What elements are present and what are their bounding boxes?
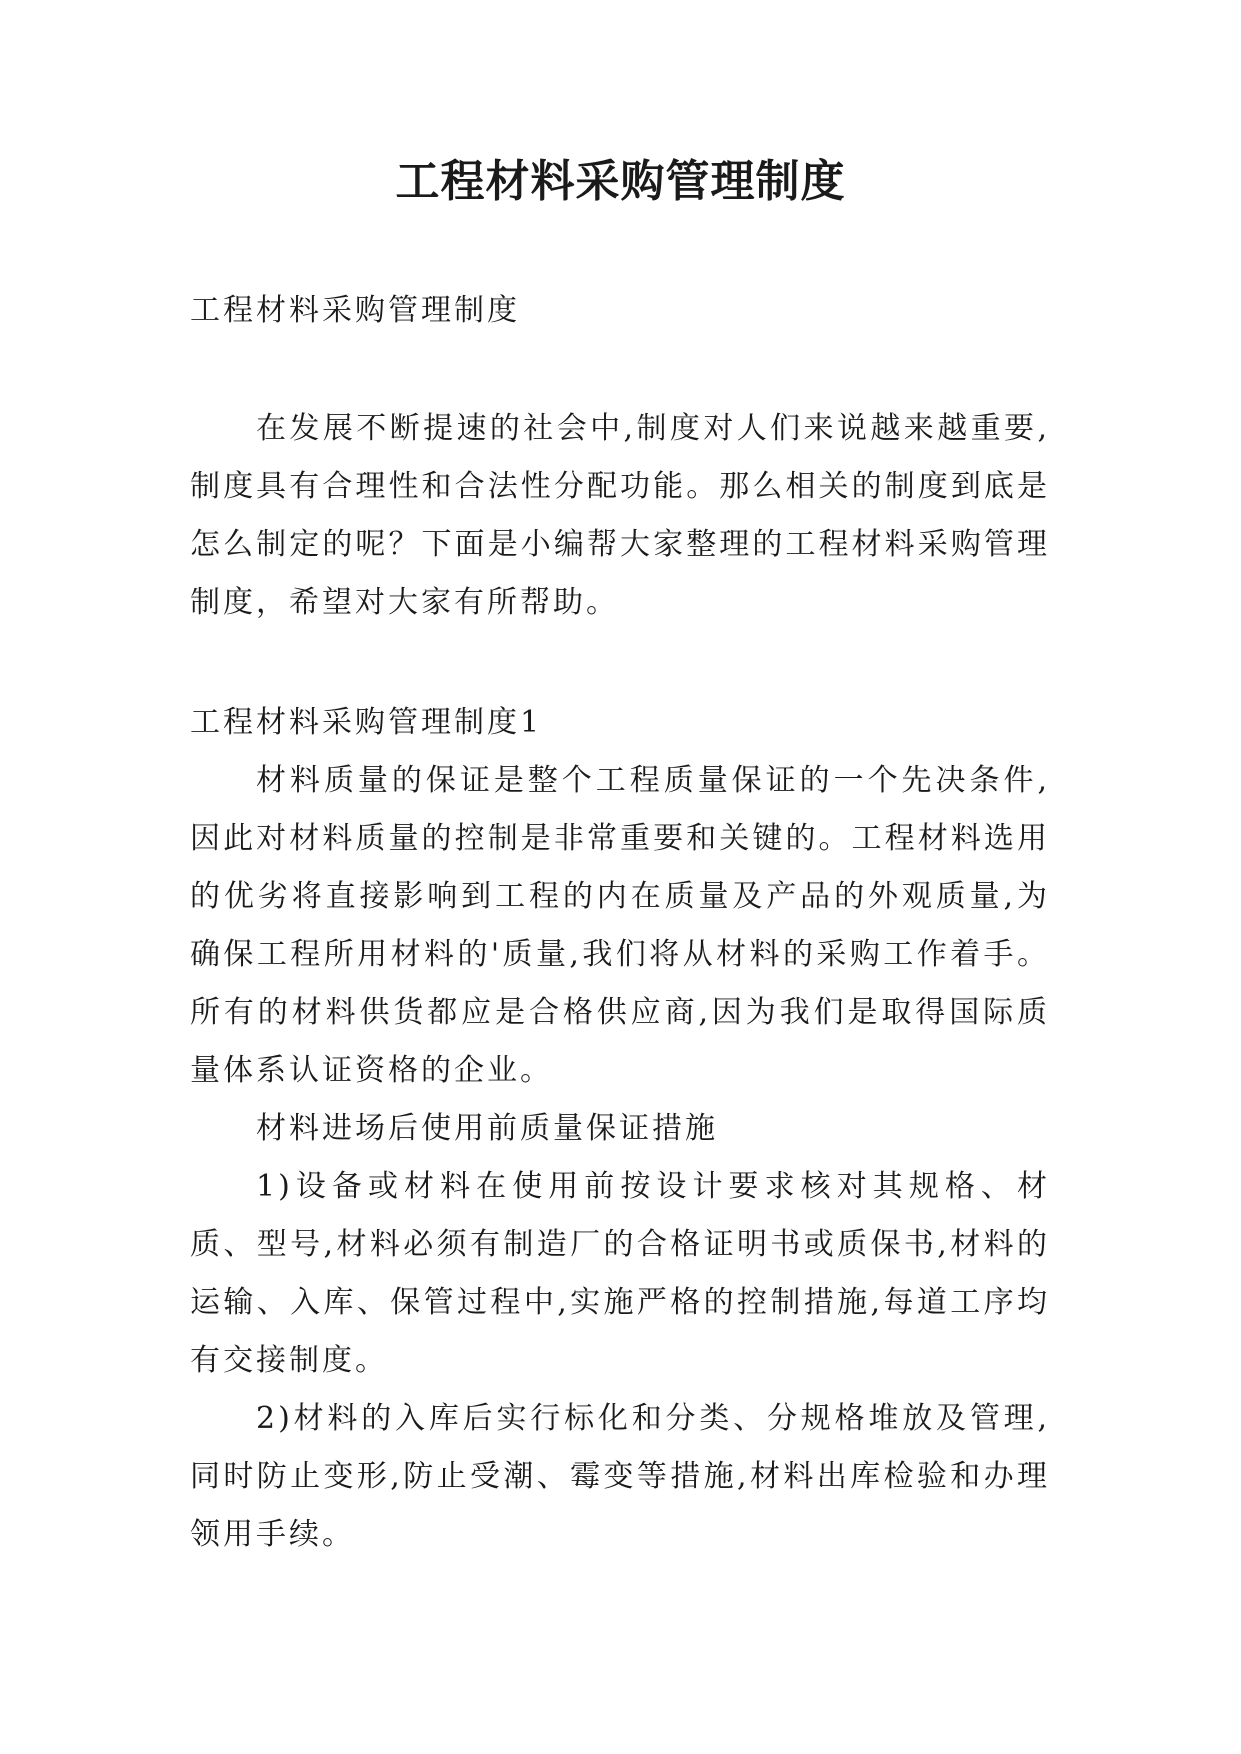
body-paragraph: 材料进场后使用前质量保证措施 bbox=[256, 1111, 718, 1146]
intro-paragraph: 在发展不断提速的社会中,制度对人们来说越来越重要,制度具有合理性和合法性分配功能。那么相关的制度到底是怎么制定的呢？下面是小编帮大家整理的工程材料采购管理制度，希望对大家有所帮助。 bbox=[190, 411, 1050, 620]
document-title: 工程材料采购管理制度 bbox=[395, 156, 846, 207]
document-body bbox=[190, 282, 1050, 1564]
body-paragraph: 材料质量的保证是整个工程质量保证的一个先决条件,因此对材料质量的控制是非常重要和关键的。工程材料选用的优劣将直接影响到工程的内在质量及产品的外观质量,为确保工程所用材料的'质量,我们将从材料的采购工作着手。所有的材料供货都应是合格供应商,因为我们是取得国际质量体系认证资格的企业。 bbox=[190, 763, 1050, 1088]
section-heading: 工程材料采购管理制度1 bbox=[190, 705, 543, 740]
document-subtitle: 工程材料采购管理制度 bbox=[190, 293, 520, 328]
body-paragraph: 2)材料的入库后实行标化和分类、分规格堆放及管理,同时防止变形,防止受潮、霉变等措施,材料出库检验和办理领用手续。 bbox=[190, 1401, 1050, 1552]
body-paragraph: 1)设备或材料在使用前按设计要求核对其规格、材质、型号,材料必须有制造厂的合格证明书或质保书,材料的运输、入库、保管过程中,实施严格的控制措施,每道工序均有交接制度。 bbox=[190, 1169, 1050, 1378]
